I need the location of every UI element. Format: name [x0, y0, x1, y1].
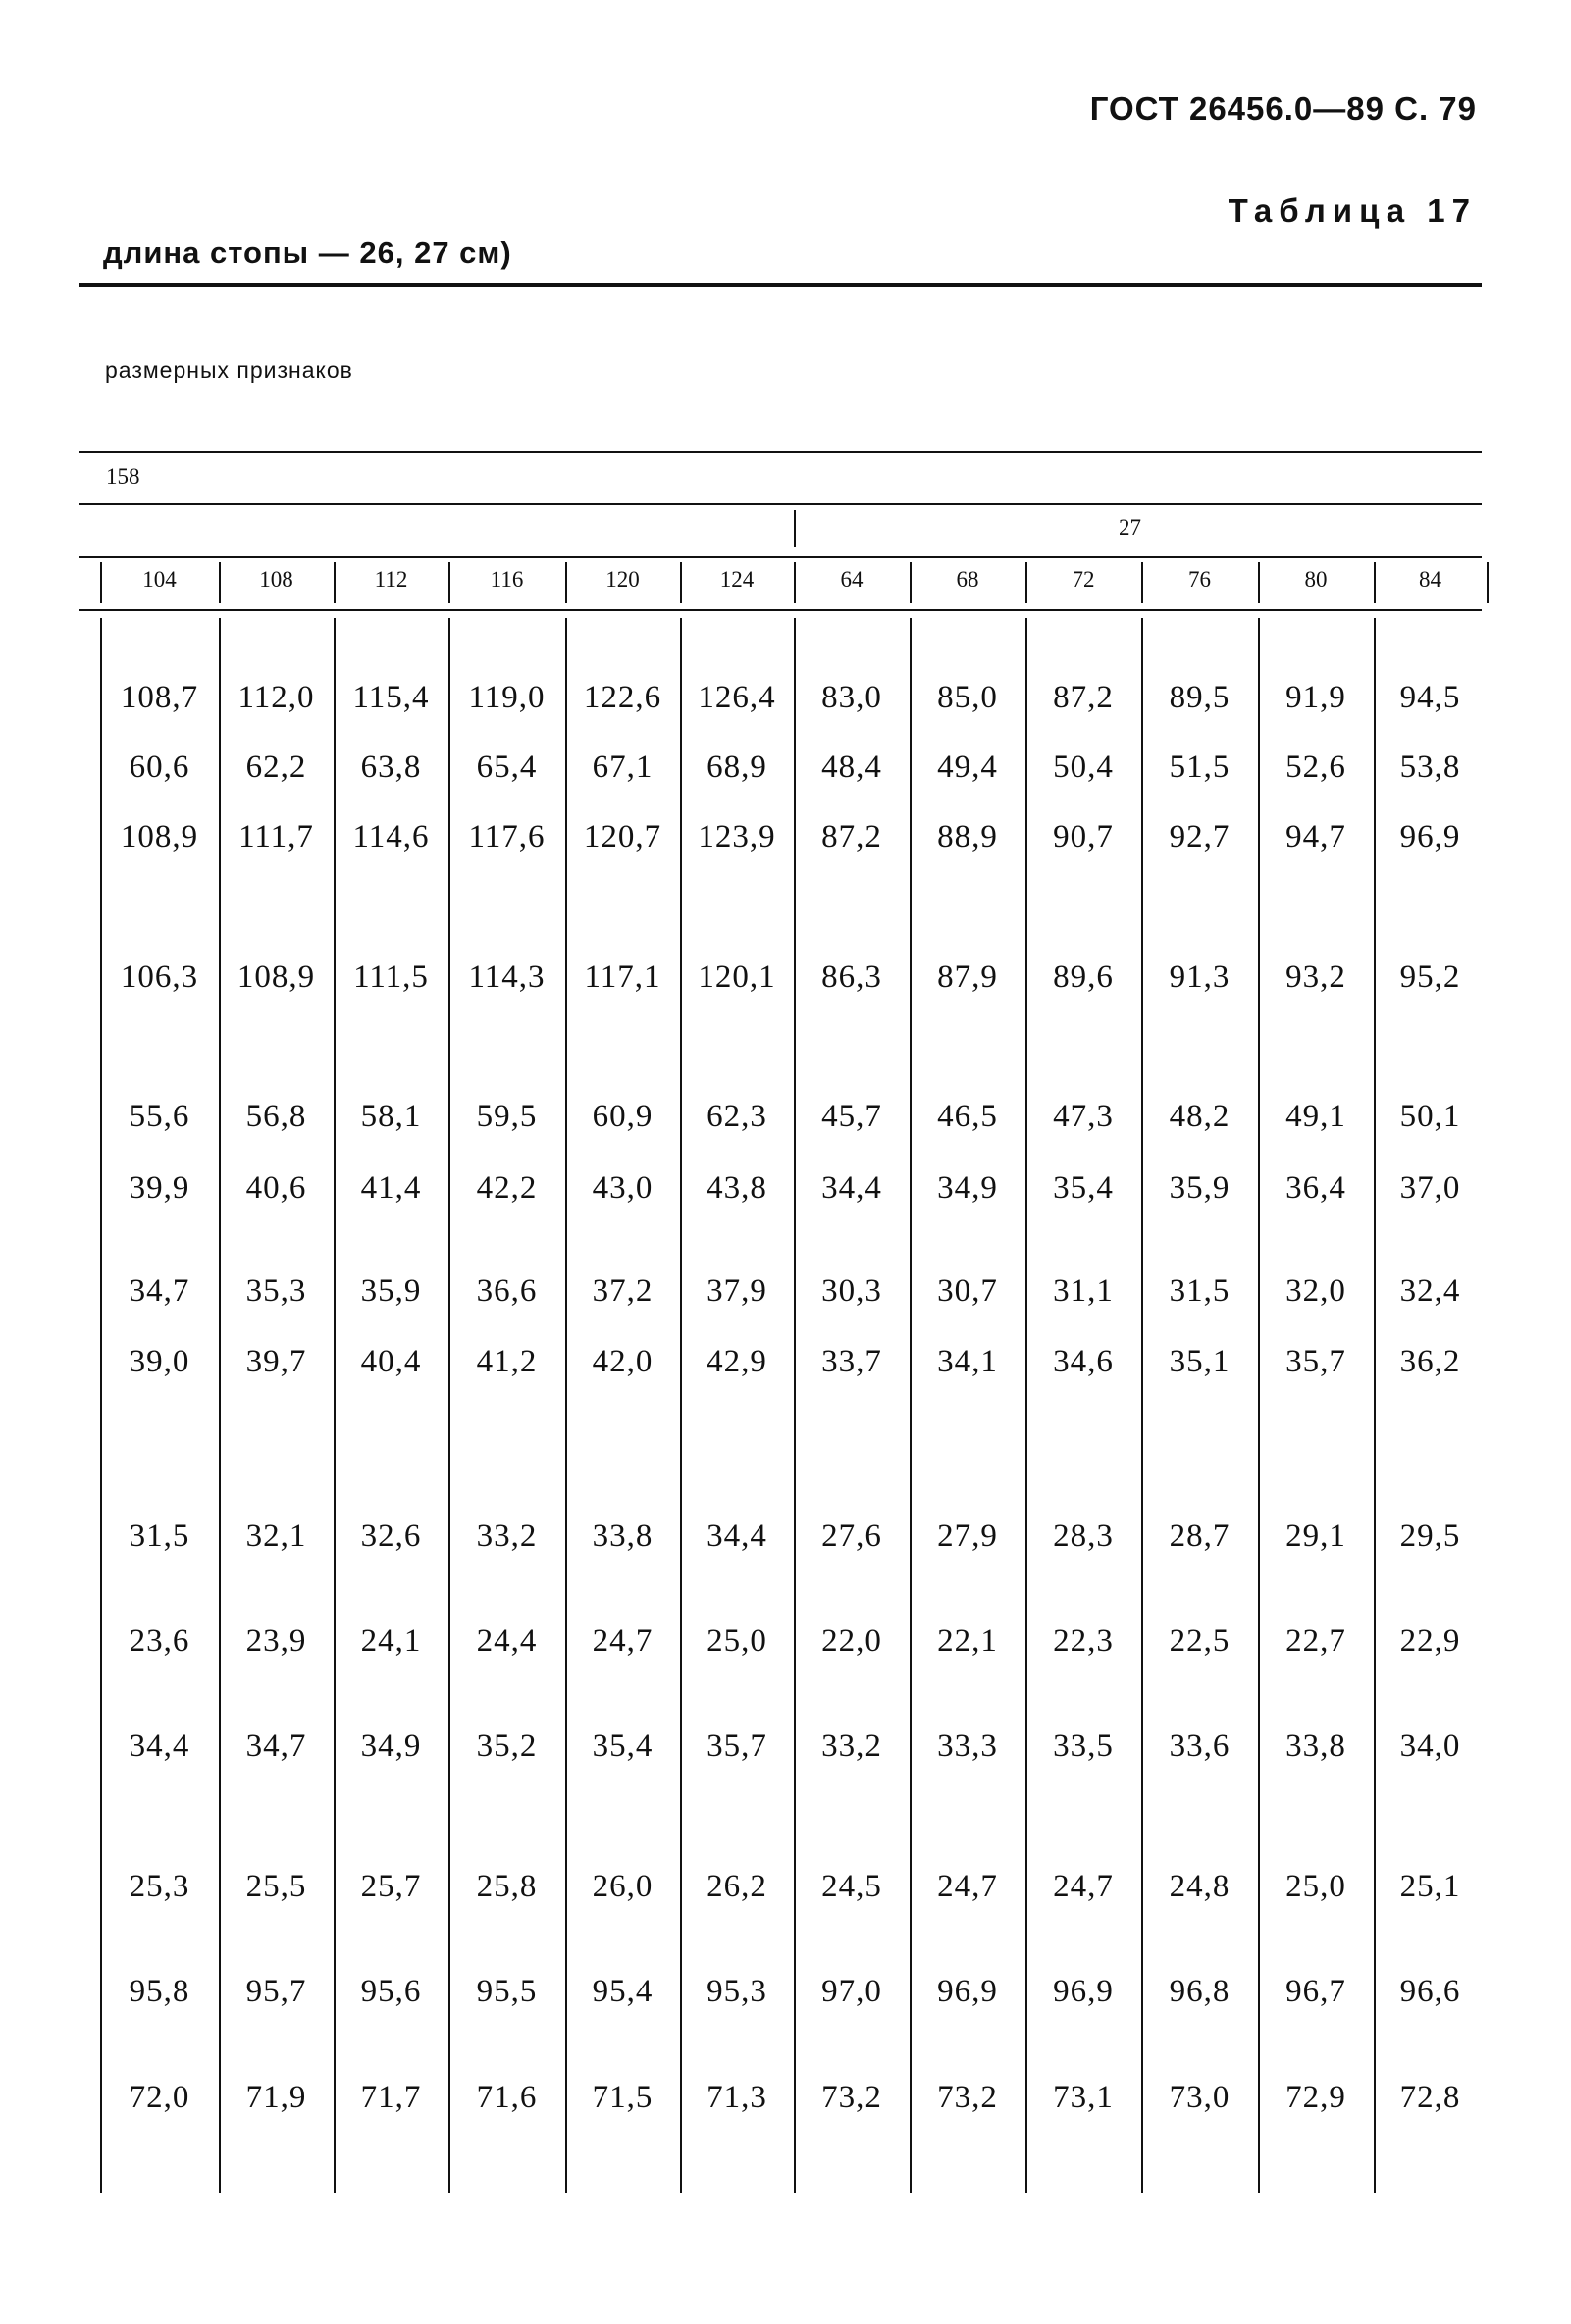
column-header: 80	[1304, 567, 1328, 592]
table-cell: 22,0	[821, 1624, 882, 1659]
table-cell: 24,4	[476, 1624, 538, 1659]
table-cell: 94,7	[1285, 819, 1346, 854]
table-cell: 22,9	[1399, 1624, 1461, 1659]
table-cell: 34,0	[1399, 1729, 1461, 1764]
group-divider	[794, 510, 796, 547]
table-cell: 35,7	[1285, 1344, 1346, 1379]
table-cell: 67,1	[592, 749, 654, 785]
table-cell: 96,9	[1399, 819, 1461, 854]
table-cell: 68,9	[707, 749, 767, 785]
table-cell: 36,6	[476, 1273, 538, 1309]
table-cell: 35,4	[592, 1729, 654, 1764]
table-cell: 90,7	[1053, 819, 1114, 854]
table-cell: 32,4	[1399, 1273, 1461, 1309]
table-cell: 31,1	[1053, 1273, 1114, 1309]
table-cell: 33,6	[1169, 1729, 1231, 1764]
column-header: 108	[259, 567, 293, 592]
table-cell: 46,5	[937, 1099, 998, 1134]
table-cell: 96,9	[1053, 1974, 1114, 2009]
table-cell: 72,9	[1285, 2080, 1346, 2115]
table-cell: 55,6	[129, 1099, 190, 1134]
table-cell: 59,5	[476, 1099, 538, 1134]
header-column-divider	[1374, 562, 1376, 603]
group-label-158: 158	[106, 464, 140, 489]
table-cell: 95,6	[360, 1974, 422, 2009]
table-cell: 117,6	[468, 819, 546, 854]
header-column-divider	[910, 562, 912, 603]
table-cell: 34,6	[1053, 1344, 1114, 1379]
header-column-divider	[1141, 562, 1143, 603]
table-cell: 42,0	[592, 1344, 654, 1379]
table-cell: 31,5	[1169, 1273, 1231, 1309]
table-cell: 33,5	[1053, 1729, 1114, 1764]
header-column-divider	[219, 562, 221, 603]
table-cell: 34,7	[129, 1273, 190, 1309]
table-cell: 29,1	[1285, 1519, 1346, 1554]
table-cell: 62,3	[707, 1099, 767, 1134]
table-cell: 27,9	[937, 1519, 998, 1554]
table-title: Таблица 17	[1228, 192, 1477, 229]
table-cell: 45,7	[821, 1099, 882, 1134]
table-cell: 47,3	[1053, 1099, 1114, 1134]
table-cell: 30,3	[821, 1273, 882, 1309]
table-cell: 48,4	[821, 749, 882, 785]
table-cell: 111,7	[238, 819, 314, 854]
table-cell: 31,5	[129, 1519, 190, 1554]
table-cell: 60,9	[592, 1099, 654, 1134]
table-cell: 60,6	[129, 749, 190, 785]
table-cell: 72,8	[1399, 2080, 1461, 2115]
table-cell: 108,7	[120, 680, 199, 715]
table-cell: 35,1	[1169, 1344, 1231, 1379]
header-bottom-rule	[79, 609, 1482, 611]
table-cell: 36,4	[1285, 1170, 1346, 1206]
table-cell: 32,1	[245, 1519, 307, 1554]
table-cell: 28,3	[1053, 1519, 1114, 1554]
table-cell: 33,8	[1285, 1729, 1346, 1764]
column-header: 112	[374, 567, 408, 592]
table-cell: 30,7	[937, 1273, 998, 1309]
table-cell: 122,6	[583, 680, 662, 715]
table-cell: 27,6	[821, 1519, 882, 1554]
table-cell: 25,8	[476, 1869, 538, 1904]
table-cell: 73,1	[1053, 2080, 1114, 2115]
table-cell: 120,7	[583, 819, 662, 854]
column-header: 68	[956, 567, 979, 592]
table-cell: 120,1	[698, 959, 776, 995]
table-cell: 111,5	[353, 959, 429, 995]
table-cell: 86,3	[821, 959, 882, 995]
table-cell: 22,7	[1285, 1624, 1346, 1659]
table-cell: 41,2	[476, 1344, 538, 1379]
table-cell: 34,4	[129, 1729, 190, 1764]
table-cell: 24,7	[592, 1624, 654, 1659]
table-cell: 22,1	[937, 1624, 998, 1659]
table-cell: 26,0	[592, 1869, 654, 1904]
table-cell: 96,6	[1399, 1974, 1461, 2009]
table-cell: 34,4	[821, 1170, 882, 1206]
table-cell: 96,9	[937, 1974, 998, 2009]
table-cell: 92,7	[1169, 819, 1231, 854]
table-cell: 93,2	[1285, 959, 1346, 995]
table-cell: 85,0	[937, 680, 998, 715]
table-cell: 71,9	[245, 2080, 307, 2115]
table-cell: 73,0	[1169, 2080, 1231, 2115]
table-cell: 33,2	[821, 1729, 882, 1764]
column-header: 64	[840, 567, 864, 592]
table-cell: 114,3	[468, 959, 546, 995]
table-cell: 34,7	[245, 1729, 307, 1764]
table-cell: 119,0	[468, 680, 546, 715]
column-header: 120	[605, 567, 640, 592]
column-header: 76	[1188, 567, 1211, 592]
table-cell: 94,5	[1399, 680, 1461, 715]
column-header: 72	[1072, 567, 1095, 592]
column-header: 104	[142, 567, 177, 592]
table-cell: 71,3	[707, 2080, 767, 2115]
table-cell: 25,3	[129, 1869, 190, 1904]
table-cell: 91,3	[1169, 959, 1231, 995]
table-cell: 58,1	[360, 1099, 422, 1134]
table-cell: 42,9	[707, 1344, 767, 1379]
table-cell: 50,1	[1399, 1099, 1461, 1134]
table-cell: 34,1	[937, 1344, 998, 1379]
table-cell: 62,2	[245, 749, 307, 785]
table-cell: 39,0	[129, 1344, 190, 1379]
table-cell: 63,8	[360, 749, 422, 785]
table-cell: 73,2	[937, 2080, 998, 2115]
table-cell: 88,9	[937, 819, 998, 854]
table-cell: 65,4	[476, 749, 538, 785]
table-cell: 33,8	[592, 1519, 654, 1554]
table-cell: 117,1	[584, 959, 661, 995]
header-column-divider	[794, 562, 796, 603]
table-cell: 49,4	[937, 749, 998, 785]
table-cell: 89,6	[1053, 959, 1114, 995]
table-cell: 43,8	[707, 1170, 767, 1206]
table-cell: 39,9	[129, 1170, 190, 1206]
table-cell: 95,2	[1399, 959, 1461, 995]
table-cell: 53,8	[1399, 749, 1461, 785]
table-caption: длина стопы — 26, 27 см)	[103, 235, 512, 270]
table-cell: 87,2	[1053, 680, 1114, 715]
table-cell: 49,1	[1285, 1099, 1346, 1134]
table-cell: 24,7	[937, 1869, 998, 1904]
table-cell: 22,5	[1169, 1624, 1231, 1659]
table-cell: 95,8	[129, 1974, 190, 2009]
table-cell: 123,9	[698, 819, 776, 854]
table-cell: 34,9	[360, 1729, 422, 1764]
table-cell: 96,8	[1169, 1974, 1231, 2009]
column-header: 84	[1419, 567, 1441, 592]
table-cell: 87,9	[937, 959, 998, 995]
table-cell: 29,5	[1399, 1519, 1461, 1554]
table-cell: 115,4	[352, 680, 430, 715]
table-cell: 22,3	[1053, 1624, 1114, 1659]
table-cell: 24,7	[1053, 1869, 1114, 1904]
table-cell: 24,8	[1169, 1869, 1231, 1904]
table-cell: 95,5	[476, 1974, 538, 2009]
table-cell: 39,7	[245, 1344, 307, 1379]
header-column-divider	[334, 562, 336, 603]
table-cell: 56,8	[245, 1099, 307, 1134]
table-cell: 35,9	[1169, 1170, 1231, 1206]
table-cell: 52,6	[1285, 749, 1346, 785]
table-cell: 33,7	[821, 1344, 882, 1379]
header-column-divider	[1258, 562, 1260, 603]
table-cell: 35,3	[245, 1273, 307, 1309]
table-cell: 108,9	[236, 959, 316, 995]
table-cell: 37,0	[1399, 1170, 1461, 1206]
table-cell: 48,2	[1169, 1099, 1231, 1134]
table-cell: 91,9	[1285, 680, 1346, 715]
table-cell: 112,0	[237, 680, 315, 715]
table-cell: 42,2	[476, 1170, 538, 1206]
table-cell: 95,7	[245, 1974, 307, 2009]
table-cell: 95,3	[707, 1974, 767, 2009]
table-cell: 25,1	[1399, 1869, 1461, 1904]
table-cell: 26,2	[707, 1869, 767, 1904]
table-cell: 32,0	[1285, 1273, 1346, 1309]
table-cell: 37,9	[707, 1273, 767, 1309]
table-cell: 89,5	[1169, 680, 1231, 715]
table-cell: 114,6	[352, 819, 430, 854]
table-cell: 33,3	[937, 1729, 998, 1764]
table-cell: 40,6	[245, 1170, 307, 1206]
table-cell: 35,2	[476, 1729, 538, 1764]
table-cell: 73,2	[821, 2080, 882, 2115]
caption-rule	[79, 283, 1482, 287]
table-cell: 25,0	[1285, 1869, 1346, 1904]
table-cell: 35,9	[360, 1273, 422, 1309]
page-header: ГОСТ 26456.0—89 С. 79	[1089, 90, 1477, 127]
table-cell: 72,0	[129, 2080, 190, 2115]
header-column-divider	[565, 562, 567, 603]
table-cell: 24,5	[821, 1869, 882, 1904]
table-cell: 71,6	[476, 2080, 538, 2115]
header-column-divider	[100, 562, 102, 603]
table-cell: 25,5	[245, 1869, 307, 1904]
table-cell: 28,7	[1169, 1519, 1231, 1554]
table-cell: 24,1	[360, 1624, 422, 1659]
header-column-divider	[1025, 562, 1027, 603]
table-cell: 23,9	[245, 1624, 307, 1659]
table-cell: 32,6	[360, 1519, 422, 1554]
table-cell: 95,4	[592, 1974, 654, 2009]
table-subcaption: размерных признаков	[105, 357, 353, 383]
table-cell: 97,0	[821, 1974, 882, 2009]
table-cell: 50,4	[1053, 749, 1114, 785]
table-cell: 51,5	[1169, 749, 1231, 785]
table-cell: 36,2	[1399, 1344, 1461, 1379]
group-label-27: 27	[1119, 515, 1141, 540]
table-cell: 25,7	[360, 1869, 422, 1904]
table-cell: 41,4	[360, 1170, 422, 1206]
table-cell: 43,0	[592, 1170, 654, 1206]
table-cell: 35,7	[707, 1729, 767, 1764]
table-cell: 34,9	[937, 1170, 998, 1206]
column-header: 124	[719, 567, 755, 592]
table-cell: 25,0	[707, 1624, 767, 1659]
table-cell: 106,3	[120, 959, 199, 995]
table-top-rule	[79, 451, 1482, 453]
table-cell: 34,4	[707, 1519, 767, 1554]
group-rule	[79, 503, 1482, 505]
table-cell: 83,0	[821, 680, 882, 715]
table-cell: 71,5	[592, 2080, 654, 2115]
table-cell: 126,4	[698, 680, 776, 715]
table-cell: 35,4	[1053, 1170, 1114, 1206]
header-column-divider	[680, 562, 682, 603]
table-cell: 87,2	[821, 819, 882, 854]
table-cell: 23,6	[129, 1624, 190, 1659]
table-cell: 37,2	[592, 1273, 654, 1309]
table-cell: 71,7	[360, 2080, 422, 2115]
table-cell: 108,9	[120, 819, 199, 854]
table-cell: 40,4	[360, 1344, 422, 1379]
header-column-divider	[448, 562, 450, 603]
header-column-divider	[1487, 562, 1489, 603]
table-cell: 33,2	[476, 1519, 538, 1554]
table-cell: 96,7	[1285, 1974, 1346, 2009]
column-header: 116	[490, 567, 524, 592]
header-top-rule	[79, 556, 1482, 558]
